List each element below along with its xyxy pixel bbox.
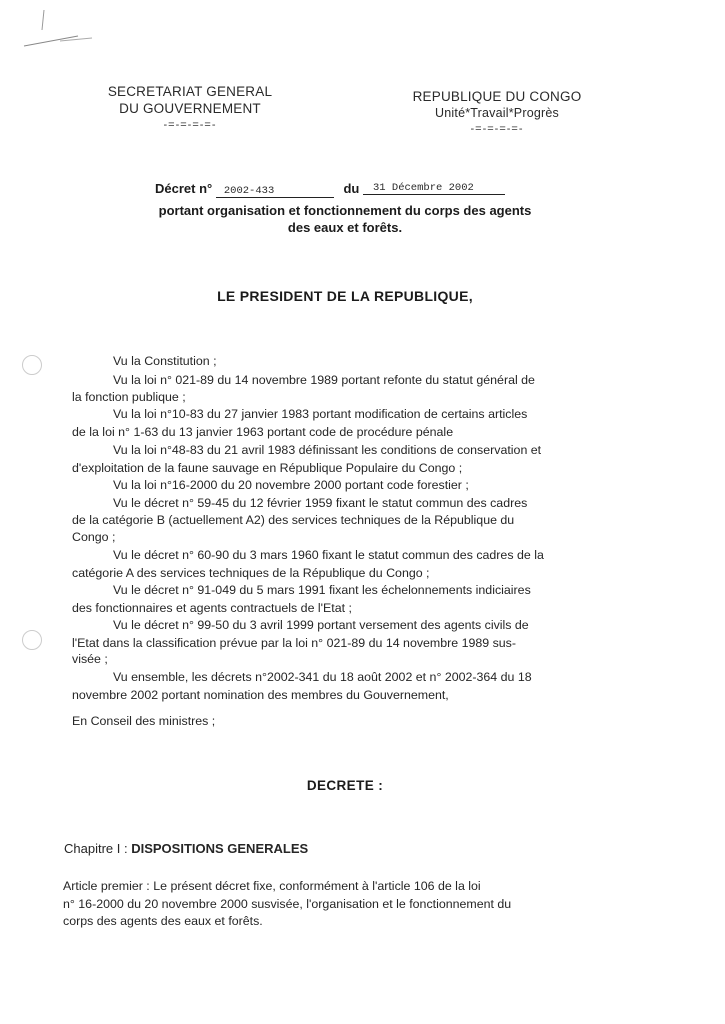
decree-du-label: du [343, 181, 360, 196]
decree-number: 2002-433 [223, 185, 275, 197]
chapter-heading [64, 841, 308, 856]
article-premier-line3: corps des agents des eaux et forêts. [63, 914, 263, 928]
president-heading: LE PRESIDENT DE LA REPUBLIQUE, [217, 288, 473, 304]
decree-number-line [155, 181, 505, 198]
header-left-line1: SECRETARIAT GENERAL [107, 84, 273, 99]
article-premier-label: Article premier : [63, 879, 150, 893]
visa-line: de la catégorie B (actuellement A2) des services techniques de la République du [72, 513, 515, 527]
visa-line: de la loi n° 1-63 du 13 janvier 1963 portant code de procédure pénale [72, 425, 454, 439]
chapter-title: DISPOSITIONS GENERALES [131, 841, 309, 856]
decree-subject-line2: des eaux et forêts. [287, 220, 403, 235]
article-premier-line2: n° 16-2000 du 20 novembre 2000 susvisée, l'organisation et le fonctionnement du [63, 897, 512, 911]
decree-subject-line1: portant organisation et fonctionnement du corps des agents [158, 203, 532, 218]
decree-date: 31 Décembre 2002 [372, 182, 474, 194]
visa-line: la fonction publique ; [72, 390, 186, 404]
visa-line: Vu la loi n°16-2000 du 20 novembre 2000 portant code forestier ; [113, 478, 469, 492]
visa-line: visée ; [72, 652, 108, 666]
article-premier-line1 [63, 879, 481, 893]
decree-number-field [216, 181, 334, 198]
decree-label: Décret n° [155, 181, 213, 196]
visa-line: des fonctionnaires et agents contractuels de l'Etat ; [72, 601, 352, 615]
chapter-label: Chapitre I : [64, 841, 132, 856]
decrete-heading: DECRETE : [306, 778, 384, 793]
visa-line: Vu le décret n° 60-90 du 3 mars 1960 fixant le statut commun des cadres de la [113, 548, 544, 562]
punch-hole-top [22, 355, 42, 375]
decree-date-field [363, 178, 505, 195]
header-right-motto: Unité*Travail*Progrès [435, 106, 559, 120]
header-left-line2: DU GOUVERNEMENT [119, 101, 261, 116]
punch-hole-bottom [22, 630, 42, 650]
visa-line: Vu ensemble, les décrets n°2002-341 du 18 août 2002 et n° 2002-364 du 18 [113, 670, 532, 684]
en-conseil-line: En Conseil des ministres ; [72, 714, 216, 728]
visa-line: Vu la loi n°10-83 du 27 janvier 1983 portant modification de certains articles [113, 407, 528, 421]
article-premier-text: Le présent décret fixe, conformément à l'article 106 de la loi [153, 879, 481, 893]
visa-line: Vu le décret n° 99-50 du 3 avril 1999 portant versement des agents civils de [113, 618, 529, 632]
scan-mark-topleft [20, 8, 100, 58]
visa-line: Vu la loi n° 021-89 du 14 novembre 1989 portant refonte du statut général de [113, 373, 535, 387]
visa-line: catégorie A des services techniques de la République du Congo ; [72, 566, 430, 580]
visa-line: Vu le décret n° 91-049 du 5 mars 1991 fixant les échelonnements indiciaires [113, 583, 531, 597]
header-right-line1: REPUBLIQUE DU CONGO [412, 89, 582, 104]
visa-line: Vu le décret n° 59-45 du 12 février 1959 fixant le statut commun des cadres [113, 496, 528, 510]
visa-line: novembre 2002 portant nomination des membres du Gouvernement, [72, 688, 449, 702]
header-left-separator: -=-=-=-=- [163, 119, 217, 131]
visa-line: Congo ; [72, 530, 116, 544]
header-right-separator: -=-=-=-=- [470, 123, 524, 135]
visa-line: Vu la loi n°48-83 du 21 avril 1983 définissant les conditions de conservation et [113, 443, 542, 457]
visa-line: l'Etat dans la classification prévue par la loi n° 021-89 du 14 novembre 1989 sus- [72, 636, 517, 650]
visa-line: d'exploitation de la faune sauvage en République Populaire du Congo ; [72, 461, 463, 475]
visa-line: Vu la Constitution ; [113, 354, 217, 368]
